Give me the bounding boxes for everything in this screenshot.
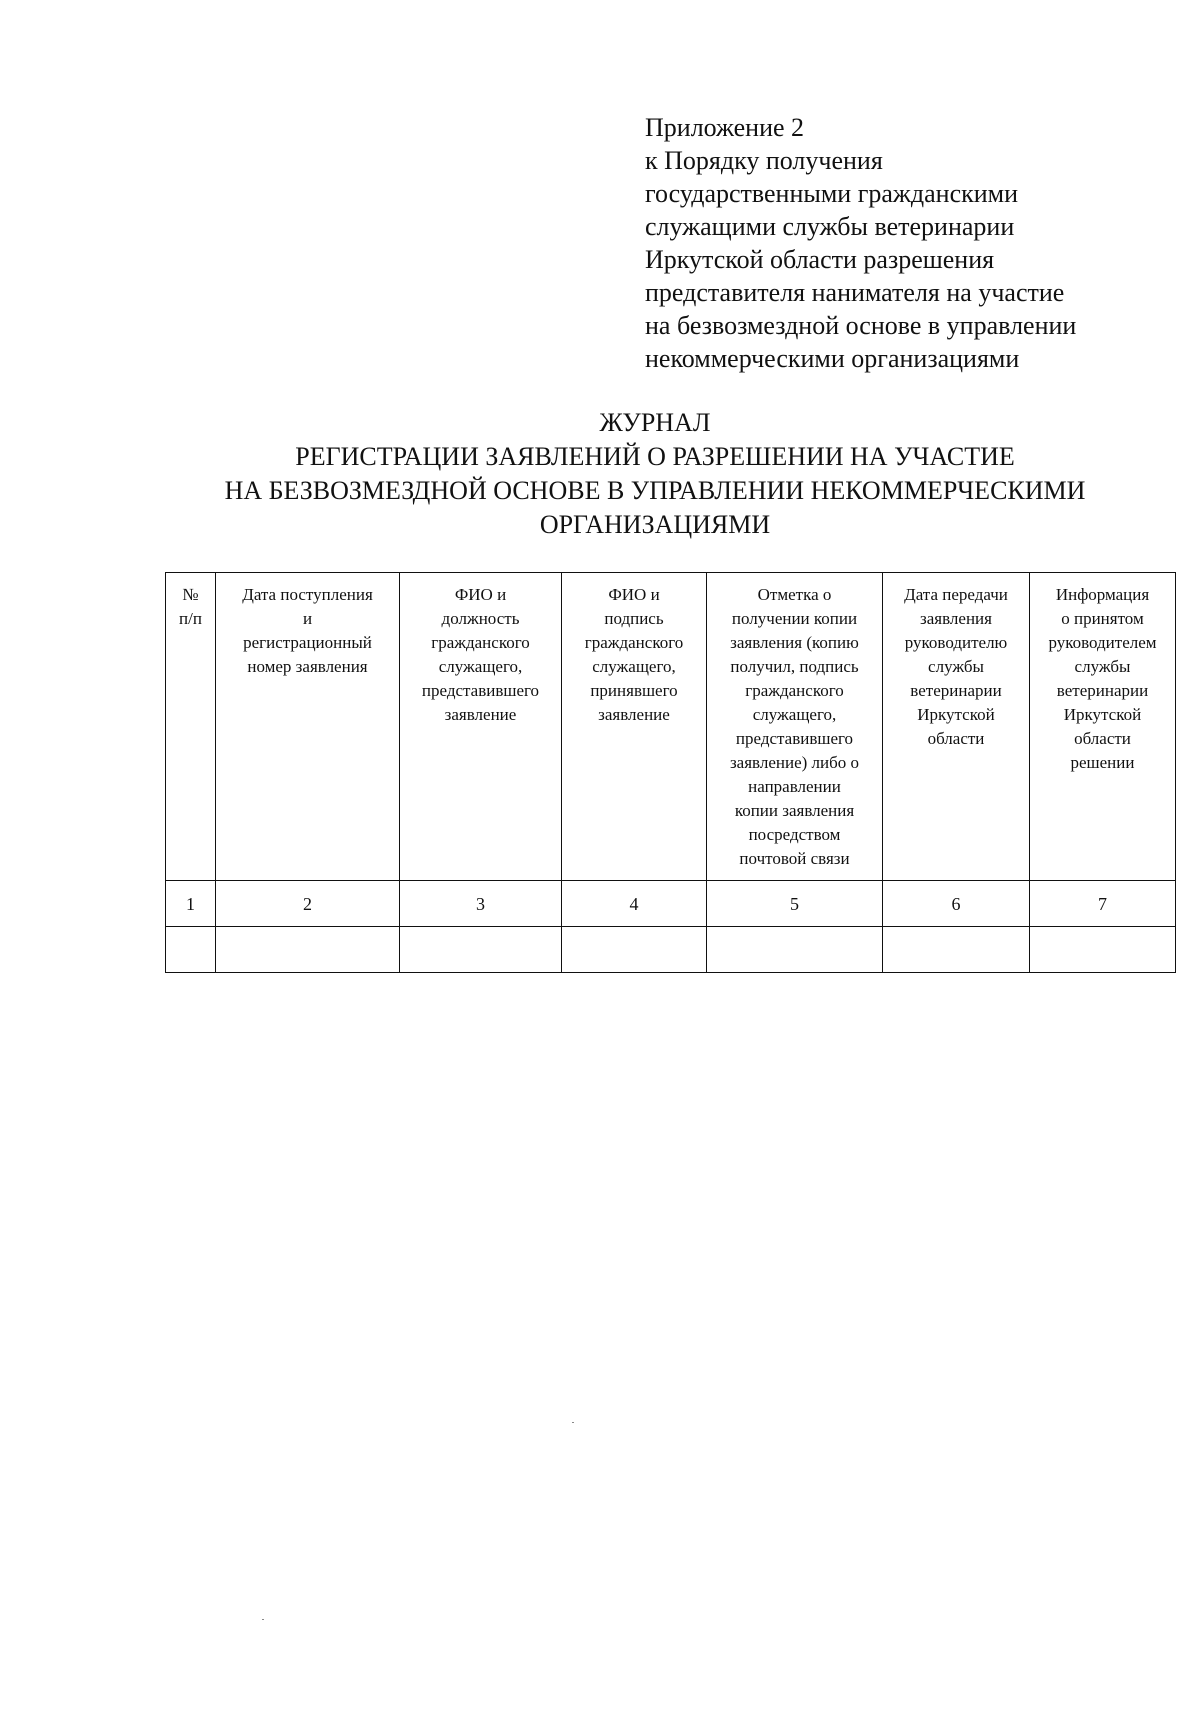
table-cell bbox=[562, 927, 707, 973]
table-cell bbox=[216, 927, 400, 973]
column-header-receiver: ФИО и подпись гражданского служащего, принявшего заявление bbox=[562, 573, 707, 881]
appendix-block bbox=[645, 111, 1175, 375]
table-cell bbox=[1030, 927, 1176, 973]
column-number: 3 bbox=[400, 881, 562, 927]
column-number: 2 bbox=[216, 881, 400, 927]
appendix-line: некоммерческими организациями bbox=[645, 344, 1020, 373]
appendix-line: Приложение 2 bbox=[645, 113, 805, 142]
title-line: НА БЕЗВОЗМЕЗДНОЙ ОСНОВЕ В УПРАВЛЕНИИ НЕКОММЕРЧЕСКИМИ bbox=[224, 476, 1086, 505]
column-number: 7 bbox=[1030, 881, 1176, 927]
scan-speck bbox=[572, 1422, 574, 1423]
scan-speck bbox=[262, 1619, 264, 1620]
table-cell bbox=[400, 927, 562, 973]
column-number: 1 bbox=[166, 881, 216, 927]
title-line: ЖУРНАЛ bbox=[599, 408, 711, 437]
column-number: 5 bbox=[707, 881, 883, 927]
table-cell bbox=[707, 927, 883, 973]
column-header-transfer-date: Дата передачи заявления руководителю службы ветеринарии Иркутской области bbox=[883, 573, 1030, 881]
title-line: ОРГАНИЗАЦИЯМИ bbox=[539, 510, 771, 539]
table-row bbox=[166, 927, 1176, 973]
column-header-receipt-date: Дата поступления и регистрационный номер заявления bbox=[216, 573, 400, 881]
column-header-copy-mark: Отметка о получении копии заявления (копию получил, подпись гражданского служащего, представившего заявление) либо о направлении копии заявления посредством почтовой связи bbox=[707, 573, 883, 881]
appendix-line: на безвозмездной основе в управлении bbox=[645, 311, 1077, 340]
appendix-line: служащими службы ветеринарии bbox=[645, 212, 1015, 241]
column-header-applicant: ФИО и должность гражданского служащего, представившего заявление bbox=[400, 573, 562, 881]
appendix-line: государственными гражданскими bbox=[645, 179, 1019, 208]
column-header-decision-info: Информация о принятом руководителем службы ветеринарии Иркутской области решении bbox=[1030, 573, 1176, 881]
registration-journal-table bbox=[165, 572, 1176, 973]
appendix-line: к Порядку получения bbox=[645, 146, 883, 175]
document-title bbox=[130, 406, 1180, 542]
column-number: 6 bbox=[883, 881, 1030, 927]
table-cell bbox=[883, 927, 1030, 973]
column-number: 4 bbox=[562, 881, 707, 927]
column-number-row bbox=[166, 881, 1176, 927]
header-row bbox=[166, 573, 1176, 881]
title-line: РЕГИСТРАЦИИ ЗАЯВЛЕНИЙ О РАЗРЕШЕНИИ НА УЧАСТИЕ bbox=[295, 442, 1015, 471]
appendix-line: представителя нанимателя на участие bbox=[645, 278, 1065, 307]
column-header-number: № п/п bbox=[166, 573, 216, 881]
appendix-line: Иркутской области разрешения bbox=[645, 245, 995, 274]
table-cell bbox=[166, 927, 216, 973]
